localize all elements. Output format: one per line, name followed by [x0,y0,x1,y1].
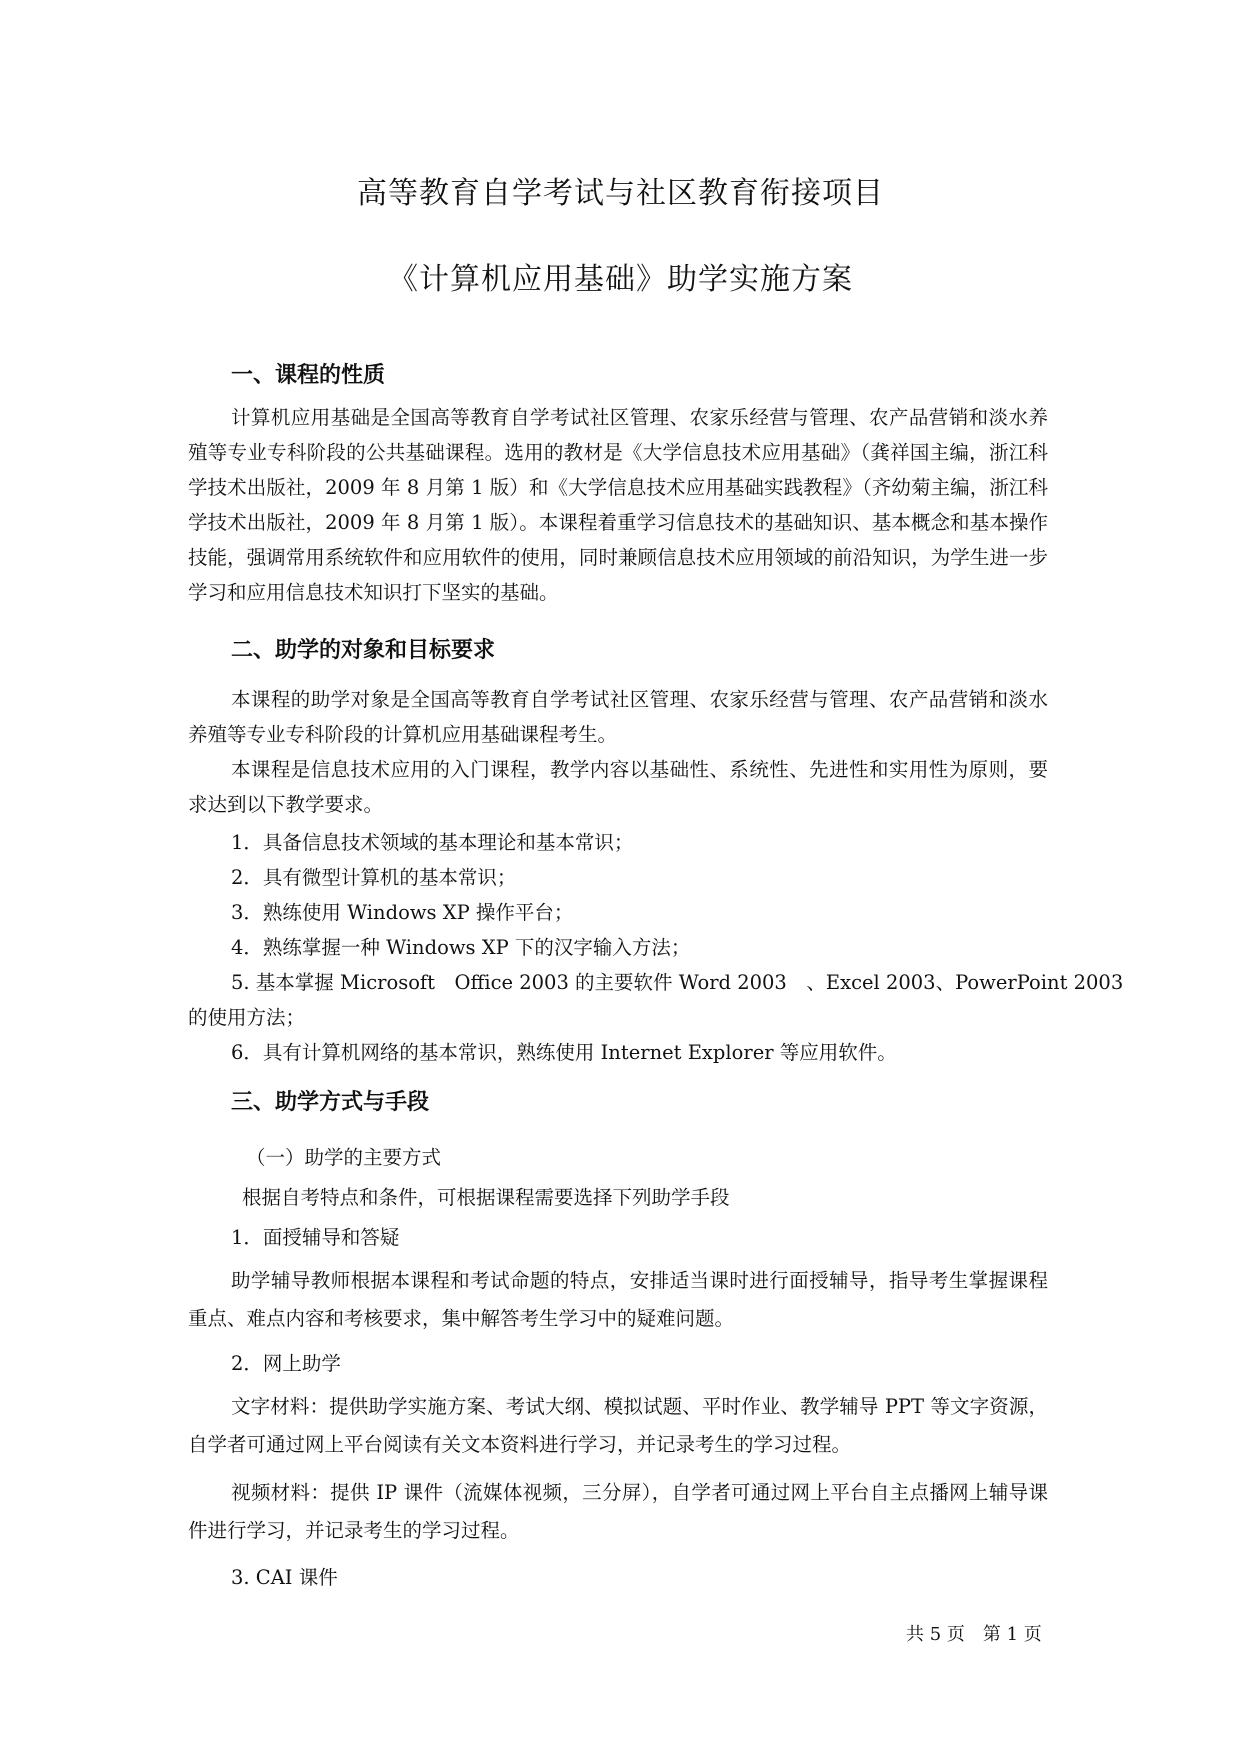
requirement-item: 1．具备信息技术领域的基本理论和基本常识； [231,831,634,854]
section-heading-1: 一、课程的性质 [231,363,386,388]
requirement-item: 3．熟练使用 Windows XP 操作平台； [231,901,574,924]
subsection-heading: （一）助学的主要方式 [246,1146,442,1169]
section2-paragraph-2: 本课程是信息技术应用的入门课程，教学内容以基础性、系统性、先进性和实用性为原则，要求达到以下教学要求。 [188,758,1048,816]
method-description: 助学辅导教师根据本课程和考试命题的特点，安排适当课时进行面授辅导，指导考生掌握课程重点、难点内容和考核要求，集中解答考生学习中的疑难问题。 [188,1269,1048,1330]
page-footer: 共 5 页 第 1 页 [906,1624,1042,1645]
section1-paragraph: 计算机应用基础是全国高等教育自学考试社区管理、农家乐经营与管理、农产品营销和淡水养殖等专业专科阶段的公共基础课程。选用的教材是《大学信息技术应用基础》（龚祥国主编，浙江科学技术出版社，2009 年 8 月第 1 版）和《大学信息技术应用基础实践教程》（齐幼菊主编，浙江科学技术出版社，2009 年 8 月第 1 版）。本课程着重学习信息技术的基础知识、基本概念和基本操作技能，强调常用系统软件和应用软件的使用，同时兼顾信息技术应用领域的前沿知识，为学生进一步学习和应用信息技术知识打下坚实的基础。 [188,406,1048,604]
section2-paragraph-1: 本课程的助学对象是全国高等教育自学考试社区管理、农家乐经营与管理、农产品营销和淡水养殖等专业专科阶段的计算机应用基础课程考生。 [188,688,1048,746]
requirement-item: 2．具有微型计算机的基本常识； [231,866,517,889]
method-title: 1．面授辅导和答疑 [231,1226,400,1249]
method-title: 2．网上助学 [231,1352,341,1375]
section-heading-2: 二、助学的对象和目标要求 [231,638,496,663]
requirement-item: 6．具有计算机网络的基本常识，熟练使用 Internet Explorer 等应用软件。 [231,1041,897,1064]
method-description: 文字材料：提供助学实施方案、考试大纲、模拟试题、平时作业、教学辅导 PPT 等文字资源，自学者可通过网上平台阅读有关文本资料进行学习，并记录考生的学习过程。 [188,1395,1048,1456]
requirement-item: 4．熟练掌握一种 Windows XP 下的汉字输入方法； [231,936,691,959]
section-heading-3: 三、助学方式与手段 [231,1090,430,1115]
document-title: 高等教育自学考试与社区教育衔接项目 [357,176,884,211]
requirement-item: 5. 基本掌握 Microsoft Office 2003 的主要软件 Word 2003 、Excel 2003、PowerPoint 2003 [231,971,1124,994]
method-title: 3. CAI 课件 [231,1566,338,1589]
document-subtitle: 《计算机应用基础》助学实施方案 [388,262,853,297]
method-description: 视频材料：提供 IP 课件（流媒体视频，三分屏），自学者可通过网上平台自主点播网上辅导课件进行学习，并记录考生的学习过程。 [188,1481,1048,1542]
section3-intro: 根据自考特点和条件，可根据课程需要选择下列助学手段 [242,1186,730,1209]
requirement-item-continuation: 的使用方法； [188,1006,306,1029]
